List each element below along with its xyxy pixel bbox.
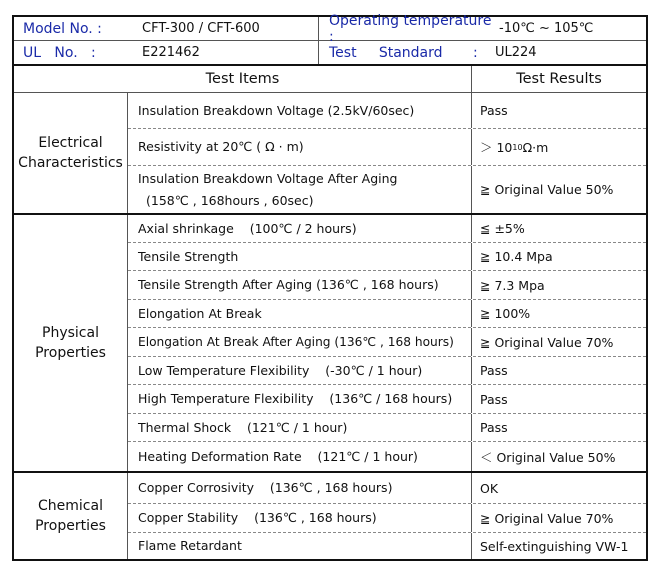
- model-value: CFT-300 / CFT-600: [135, 17, 319, 40]
- temp-label: Operating temperature :: [329, 12, 492, 45]
- test-item: Copper Stability (136℃ , 168 hours): [128, 504, 472, 532]
- test-result: ≧ 100%: [480, 306, 531, 321]
- table-row: [128, 215, 646, 243]
- table-row: [128, 533, 646, 559]
- test-item-line1: Insulation Breakdown Voltage After Aging: [138, 170, 398, 186]
- column-headers: [14, 66, 646, 93]
- test-item: Tensile Strength After Aging (136℃ , 168 hours): [128, 271, 472, 299]
- table-row: [128, 328, 646, 357]
- test-item: Flame Retardant: [128, 533, 472, 559]
- test-result: ≧ 7.3 Mpa: [480, 277, 545, 293]
- test-item: Axial shrinkage (100℃ / 2 hours): [128, 215, 472, 242]
- test-item: High Temperature Flexibility (136℃ / 168 hours): [128, 385, 472, 413]
- section-label: Chemical Properties: [14, 473, 128, 559]
- header-row-ul: [14, 41, 646, 66]
- test-result: ≦ ±5%: [480, 221, 525, 236]
- temp-value: -10℃ ~ 105℃: [499, 21, 594, 36]
- result-prefix: ＞ 10: [480, 140, 513, 155]
- test-item: Resistivity at 20℃ ( Ω · m): [128, 129, 472, 165]
- section-label: Electrical Characteristics: [14, 93, 128, 213]
- std-label: Test Standard: [329, 44, 443, 61]
- table-row: [128, 93, 646, 129]
- test-result: Self-extinguishing VW-1: [480, 538, 629, 554]
- test-result: Pass: [480, 103, 508, 118]
- section-physical: [14, 215, 646, 471]
- test-result: Pass: [480, 420, 508, 435]
- ul-label: UL No. :: [23, 44, 96, 61]
- table-row: [128, 504, 646, 533]
- table-row: [128, 473, 646, 504]
- test-result: ≧ 10.4 Mpa: [480, 249, 553, 264]
- test-item: Elongation At Break: [128, 300, 472, 327]
- table-row: [128, 357, 646, 385]
- result-unit: Ω·m: [522, 139, 549, 155]
- test-result: OK: [480, 480, 499, 496]
- test-result: [472, 129, 646, 165]
- test-item-line2: (158℃ , 168hours , 60sec): [146, 192, 314, 208]
- header-row-model: [14, 12, 646, 45]
- test-item: Heating Deformation Rate (121℃ / 1 hour): [128, 442, 472, 471]
- table-row: [128, 385, 646, 414]
- table-row: [128, 129, 646, 166]
- table-row: [128, 442, 646, 471]
- test-item: Elongation At Break After Aging (136℃ , 168 hours): [128, 328, 472, 356]
- section-chemical: [14, 473, 646, 559]
- table-row: [128, 300, 646, 328]
- test-item: Insulation Breakdown Voltage (2.5kV/60sec): [128, 93, 472, 128]
- col-test-results: Test Results: [516, 71, 602, 87]
- std-value: UL224: [495, 45, 537, 60]
- test-item: Thermal Shock (121℃ / 1 hour): [128, 414, 472, 441]
- table-row: [128, 271, 646, 300]
- test-item: [128, 166, 472, 213]
- section-electrical: [14, 93, 646, 213]
- result-exponent: 10: [512, 142, 523, 152]
- table-row: [128, 414, 646, 442]
- test-result: ＜ Original Value 50%: [480, 449, 616, 465]
- spec-table: [12, 12, 648, 561]
- test-result: ≧ Original Value 50%: [480, 182, 614, 197]
- test-result: Pass: [480, 391, 508, 407]
- table-row: [128, 243, 646, 271]
- test-result: ≧ Original Value 70%: [480, 510, 614, 526]
- test-item: Tensile Strength: [128, 243, 472, 270]
- ul-value: E221462: [135, 41, 319, 64]
- col-test-items: Test Items: [14, 66, 472, 92]
- test-result: Pass: [480, 363, 508, 378]
- test-item: Low Temperature Flexibility (-30℃ / 1 hour): [128, 357, 472, 384]
- test-item: Copper Corrosivity (136℃ , 168 hours): [128, 473, 472, 503]
- std-colon: :: [473, 44, 478, 61]
- test-result: ≧ Original Value 70%: [480, 334, 614, 350]
- model-label: Model No. :: [23, 20, 102, 37]
- section-label: Physical Properties: [14, 215, 128, 471]
- table-row: [128, 166, 646, 213]
